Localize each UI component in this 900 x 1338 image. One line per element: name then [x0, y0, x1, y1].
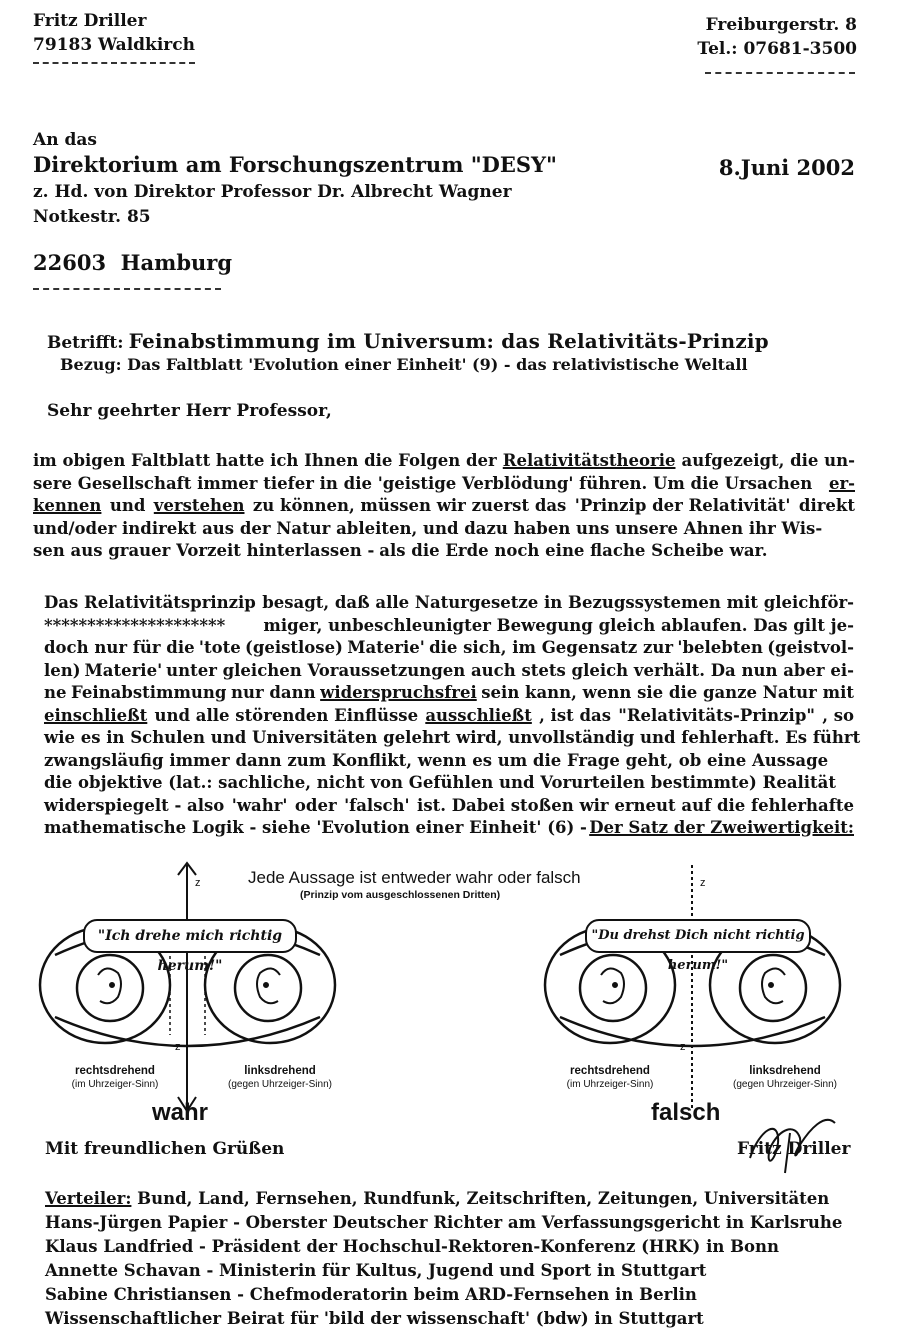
text: doch nur für die: [44, 638, 195, 657]
distribution-item: Sabine Christiansen - Chefmoderatorin beim ARD-Fernsehen in Berlin: [45, 1285, 697, 1304]
divider: [33, 288, 221, 290]
text: nur dann: [230, 683, 316, 702]
text: widerspruchsfrei: [320, 683, 477, 702]
signature-name: Fritz Driller: [737, 1139, 851, 1159]
cw-sublabel: (im Uhrzeiger-Sinn): [71, 1079, 159, 1090]
diagram-title: Jede Aussage ist entweder wahr oder falsch: [248, 868, 581, 887]
text: , so: [822, 705, 854, 725]
recipient-street: Notkestr. 85: [33, 207, 151, 227]
verdict-true: wahr: [152, 1099, 209, 1126]
text: die objektive (lat.: sachliche, nicht von Gefühlen und Vorurteilen bestimmte) Realität: [44, 773, 836, 792]
text: ausschließt: [425, 705, 532, 725]
text: "Relativitäts-Prinzip": [618, 705, 815, 725]
axis-label: z: [700, 877, 706, 889]
diagram-subtitle: (Prinzip vom ausgeschlossenen Dritten): [300, 889, 501, 901]
text: *********************: [44, 615, 226, 635]
text: ist. Dabei stoßen wir erneut auf die fehlerhafte: [417, 795, 854, 815]
sender-street: Freiburgerstr. 8: [705, 15, 857, 35]
text: sein kann, wenn sie die ganze Natur mit: [481, 683, 854, 702]
text: im obigen Faltblatt hatte ich Ihnen die Folgen der: [33, 451, 497, 470]
recipient-intro: An das: [33, 130, 97, 150]
text: als die Erde noch eine flache Scheibe war.: [379, 541, 768, 560]
axis-label: z: [175, 1041, 181, 1053]
cw-label: rechtsdrehend: [75, 1065, 155, 1077]
text: und/oder indirekt aus der Natur ableiten, und dazu haben uns unsere Ahnen ihr Wis-: [33, 518, 823, 538]
axis-label: z: [195, 877, 201, 889]
text: 'tote: [198, 638, 241, 657]
paragraph-2: [44, 592, 861, 840]
closing: Mit freundlichen Grüßen: [45, 1139, 285, 1159]
text: aufgezeigt, die un-: [681, 451, 855, 470]
salutation: Sehr geehrter Herr Professor,: [47, 401, 332, 421]
text: miger, unbeschleunigter Bewegung gleich ablaufen. Das gilt je-: [263, 615, 854, 635]
axis-label: z: [680, 1041, 686, 1053]
text: (geistvol-: [767, 638, 854, 657]
distribution-list: [45, 1187, 842, 1331]
speech-bubble-left: "Ich drehe mich richtig herum!": [83, 919, 297, 953]
text: Materie': [347, 638, 425, 657]
distribution-item: Wissenschaftlicher Beirat für 'bild der wissenschaft' (bdw) in Stuttgart: [45, 1309, 704, 1328]
text: ne: [44, 683, 67, 702]
text: 'wahr': [231, 795, 288, 815]
text: (geistlose): [245, 638, 343, 657]
text: einschließt: [44, 705, 148, 725]
signature-scribble: [740, 1108, 850, 1178]
text: wie es in Schulen und Universitäten gelehrt wird, unvollständig und fehlerhaft. Es führt: [44, 728, 861, 747]
speech-bubble-right: "Du drehst Dich nicht richtig herum!": [585, 919, 811, 953]
distribution-label: Verteiler:: [45, 1189, 132, 1208]
text: zu können, müssen wir zuerst das: [252, 496, 567, 515]
text: unter gleichen Voraussetzungen auch stets gleich verhält. Da nun aber ei-: [166, 660, 854, 680]
paragraph-1: [33, 450, 855, 563]
text: Materie': [84, 660, 163, 680]
divider: [33, 62, 195, 64]
sender-city: 79183 Waldkirch: [33, 35, 195, 55]
divider: [705, 72, 855, 74]
subject-reference: Bezug: Das Faltblatt 'Evolution einer Einheit' (9) - das relativistische Weltall: [60, 355, 748, 374]
distribution-item: Hans-Jürgen Papier - Oberster Deutscher Richter am Verfassungsgericht in Karlsruhe: [45, 1213, 843, 1232]
recipient-org: Direktorium am Forschungszentrum "DESY": [33, 152, 557, 177]
text: 'belebten: [677, 638, 763, 657]
subject-label: Betrifft:: [47, 333, 124, 353]
text: 'falsch': [344, 795, 410, 815]
text: , ist das: [539, 705, 611, 725]
text: oder: [294, 795, 337, 815]
text: 'Prinzip der Relativität': [574, 496, 791, 515]
subject-text: Feinabstimmung im Universum: das Relativitäts-Prinzip: [128, 329, 769, 353]
distribution-item: Klaus Landfried - Präsident der Hochschul-Rektoren-Konferenz (HRK) in Bonn: [45, 1237, 780, 1256]
text: und alle störenden Einflüsse: [154, 705, 419, 725]
sender-name: Fritz Driller: [33, 11, 147, 31]
cw-sublabel: (im Uhrzeiger-Sinn): [566, 1079, 654, 1090]
text: sen aus grauer Vorzeit hinterlassen -: [33, 541, 375, 560]
distribution-item: Annette Schavan - Ministerin für Kultus, Jugend und Sport in Stuttgart: [45, 1261, 707, 1280]
text: besagt, daß alle Naturgesetze in Bezugssystemen mit gleichför-: [262, 593, 854, 612]
text: und: [109, 496, 146, 515]
text: verstehen: [153, 496, 245, 515]
recipient-attn: z. Hd. von Direktor Professor Dr. Albrecht Wagner: [33, 182, 512, 202]
text: widerspiegelt - also: [44, 795, 225, 815]
subject-line: [47, 329, 769, 353]
text: Relativitätstheorie: [502, 451, 676, 470]
text: sere Gesellschaft immer tiefer in die 'geistige Verblödung' führen. Um die Ursachen: [33, 473, 813, 493]
text: zwangsläufig immer dann zum Konflikt, wenn es um die Frage geht, ob eine Aussage: [44, 750, 829, 770]
cw-label: rechtsdrehend: [570, 1065, 650, 1077]
distribution-item: Bund, Land, Fernsehen, Rundfunk, Zeitschriften, Zeitungen, Universitäten: [137, 1189, 830, 1208]
text: kennen: [33, 496, 102, 515]
text: Feinabstimmung: [71, 683, 227, 702]
letter-date: 8.Juni 2002: [718, 155, 855, 180]
ccw-label: linksdrehend: [244, 1065, 316, 1077]
recipient-city: 22603 Hamburg: [33, 250, 233, 275]
text: er-: [828, 473, 855, 493]
verdict-false: falsch: [651, 1099, 721, 1126]
text: Der Satz der Zweiwertigkeit:: [589, 818, 854, 837]
text: die sich, im Gegensatz zur: [429, 638, 674, 657]
text: len): [44, 660, 81, 680]
ccw-sublabel: (gegen Uhrzeiger-Sinn): [228, 1079, 332, 1090]
text: mathematische Logik - siehe 'Evolution einer Einheit' (6) -: [44, 818, 587, 837]
sender-phone: Tel.: 07681-3500: [697, 39, 857, 59]
text: direkt: [798, 496, 855, 515]
ccw-label: linksdrehend: [749, 1065, 821, 1077]
text: Das Relativitätsprinzip: [44, 593, 256, 612]
spin-diagram: [0, 855, 900, 1135]
ccw-sublabel: (gegen Uhrzeiger-Sinn): [733, 1079, 837, 1090]
